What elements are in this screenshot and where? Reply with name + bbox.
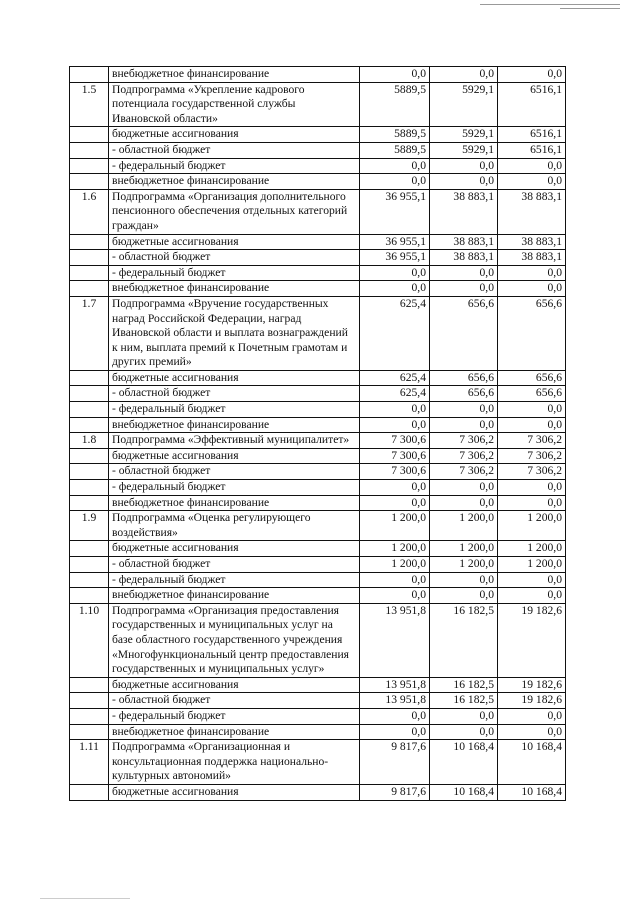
row-description: бюджетные ассигнования [109,448,360,464]
value-column-3: 0,0 [498,281,566,297]
table-row [70,495,566,511]
row-number [70,281,109,297]
value-column-2: 0,0 [430,174,498,190]
row-description: бюджетные ассигнования [109,677,360,693]
row-description: Подпрограмма «Организационная и консультационная поддержка национально-культурных автономий» [109,740,360,785]
row-description: бюджетные ассигнования [109,784,360,800]
value-column-1: 7 300,6 [360,433,430,449]
table-row [70,724,566,740]
value-column-3: 656,6 [498,386,566,402]
value-column-3: 0,0 [498,724,566,740]
value-column-3: 1 200,0 [498,541,566,557]
value-column-2: 16 182,5 [430,603,498,677]
value-column-3: 19 182,6 [498,603,566,677]
value-column-2: 38 883,1 [430,189,498,234]
table-row [70,588,566,604]
value-column-1: 0,0 [360,495,430,511]
row-description: бюджетные ассигнования [109,370,360,386]
row-number [70,174,109,190]
value-column-1: 0,0 [360,724,430,740]
value-column-1: 13 951,8 [360,693,430,709]
value-column-3: 0,0 [498,417,566,433]
value-column-1: 0,0 [360,480,430,496]
table-row [70,433,566,449]
row-description: - федеральный бюджет [109,158,360,174]
value-column-2: 0,0 [430,724,498,740]
value-column-1: 36 955,1 [360,189,430,234]
value-column-2: 0,0 [430,281,498,297]
value-column-3: 38 883,1 [498,189,566,234]
row-description: - областной бюджет [109,386,360,402]
value-column-1: 0,0 [360,265,430,281]
row-description: - областной бюджет [109,464,360,480]
table-row [70,67,566,83]
value-column-1: 0,0 [360,281,430,297]
value-column-3: 0,0 [498,708,566,724]
value-column-1: 625,4 [360,370,430,386]
value-column-3: 0,0 [498,588,566,604]
value-column-2: 656,6 [430,296,498,370]
row-number: 1.7 [70,296,109,370]
row-description: Подпрограмма «Оценка регулирующего воздействия» [109,511,360,541]
value-column-2: 5929,1 [430,127,498,143]
value-column-1: 625,4 [360,386,430,402]
value-column-3: 656,6 [498,296,566,370]
row-description: Подпрограмма «Организация дополнительного пенсионного обеспечения отдельных категорий граждан» [109,189,360,234]
table-row [70,296,566,370]
row-number [70,417,109,433]
table-row [70,557,566,573]
row-description: - федеральный бюджет [109,480,360,496]
table-row [70,82,566,127]
row-number [70,784,109,800]
value-column-3: 10 168,4 [498,740,566,785]
value-column-1: 5889,5 [360,142,430,158]
value-column-1: 9 817,6 [360,784,430,800]
value-column-1: 0,0 [360,572,430,588]
table-row [70,265,566,281]
value-column-3: 656,6 [498,370,566,386]
table-row [70,448,566,464]
table-row [70,708,566,724]
value-column-3: 38 883,1 [498,250,566,266]
value-column-3: 7 306,2 [498,448,566,464]
value-column-2: 1 200,0 [430,557,498,573]
row-description: - федеральный бюджет [109,708,360,724]
row-number [70,127,109,143]
value-column-3: 0,0 [498,265,566,281]
row-description: Подпрограмма «Организация предоставления государственных и муниципальных услуг на базе областного государственного учреждения «Многофункциональный центр предоставления государственных и муниципальных услуг» [109,603,360,677]
row-description: - федеральный бюджет [109,572,360,588]
top-edge-line-short [560,8,620,9]
value-column-3: 0,0 [498,402,566,418]
row-description: внебюджетное финансирование [109,67,360,83]
table-row [70,127,566,143]
value-column-1: 36 955,1 [360,234,430,250]
value-column-2: 38 883,1 [430,234,498,250]
table-row [70,174,566,190]
value-column-1: 7 300,6 [360,448,430,464]
value-column-2: 5929,1 [430,142,498,158]
table-row [70,740,566,785]
value-column-2: 10 168,4 [430,784,498,800]
value-column-2: 0,0 [430,572,498,588]
value-column-3: 0,0 [498,158,566,174]
table-row [70,142,566,158]
table-row [70,281,566,297]
row-number [70,708,109,724]
row-description: - федеральный бюджет [109,402,360,418]
value-column-2: 0,0 [430,67,498,83]
value-column-1: 0,0 [360,417,430,433]
row-number [70,402,109,418]
value-column-3: 1 200,0 [498,557,566,573]
value-column-1: 7 300,6 [360,464,430,480]
row-number [70,677,109,693]
row-number: 1.6 [70,189,109,234]
row-number [70,724,109,740]
value-column-2: 0,0 [430,480,498,496]
value-column-3: 7 306,2 [498,433,566,449]
value-column-2: 0,0 [430,402,498,418]
row-description: - областной бюджет [109,693,360,709]
row-description: внебюджетное финансирование [109,724,360,740]
table-row [70,541,566,557]
row-number: 1.8 [70,433,109,449]
table-row [70,572,566,588]
value-column-3: 6516,1 [498,142,566,158]
table-row [70,189,566,234]
value-column-3: 19 182,6 [498,677,566,693]
row-number: 1.11 [70,740,109,785]
row-description: внебюджетное финансирование [109,417,360,433]
row-number [70,693,109,709]
value-column-2: 0,0 [430,417,498,433]
value-column-2: 0,0 [430,158,498,174]
value-column-1: 1 200,0 [360,541,430,557]
value-column-1: 9 817,6 [360,740,430,785]
row-description: - областной бюджет [109,557,360,573]
row-number [70,142,109,158]
value-column-3: 19 182,6 [498,693,566,709]
table-row [70,250,566,266]
value-column-3: 7 306,2 [498,464,566,480]
value-column-2: 0,0 [430,495,498,511]
table-row [70,603,566,677]
row-number [70,448,109,464]
row-description: внебюджетное финансирование [109,174,360,190]
budget-table-body [70,67,566,801]
value-column-3: 0,0 [498,174,566,190]
value-column-2: 0,0 [430,265,498,281]
value-column-2: 656,6 [430,370,498,386]
value-column-1: 0,0 [360,708,430,724]
row-number: 1.10 [70,603,109,677]
table-row [70,417,566,433]
table-row [70,677,566,693]
table-row [70,693,566,709]
value-column-2: 7 306,2 [430,433,498,449]
value-column-3: 38 883,1 [498,234,566,250]
value-column-2: 656,6 [430,386,498,402]
table-row [70,464,566,480]
row-description: внебюджетное финансирование [109,588,360,604]
value-column-1: 1 200,0 [360,511,430,541]
value-column-1: 5889,5 [360,82,430,127]
value-column-3: 6516,1 [498,82,566,127]
row-description: бюджетные ассигнования [109,127,360,143]
value-column-1: 0,0 [360,174,430,190]
value-column-2: 38 883,1 [430,250,498,266]
table-row [70,784,566,800]
row-number [70,572,109,588]
table-row [70,234,566,250]
row-number [70,158,109,174]
value-column-3: 0,0 [498,495,566,511]
row-number [70,234,109,250]
table-row [70,402,566,418]
row-description: - областной бюджет [109,250,360,266]
row-number [70,464,109,480]
value-column-2: 7 306,2 [430,464,498,480]
value-column-3: 0,0 [498,480,566,496]
row-description: Подпрограмма «Укрепление кадрового потенциала государственной службы Ивановской области» [109,82,360,127]
value-column-1: 13 951,8 [360,677,430,693]
value-column-1: 1 200,0 [360,557,430,573]
value-column-3: 6516,1 [498,127,566,143]
value-column-1: 13 951,8 [360,603,430,677]
value-column-1: 0,0 [360,588,430,604]
table-row [70,480,566,496]
row-number [70,480,109,496]
value-column-3: 10 168,4 [498,784,566,800]
value-column-2: 1 200,0 [430,541,498,557]
value-column-2: 1 200,0 [430,511,498,541]
value-column-2: 0,0 [430,708,498,724]
row-description: - областной бюджет [109,142,360,158]
row-number [70,588,109,604]
row-description: внебюджетное финансирование [109,281,360,297]
value-column-2: 16 182,5 [430,693,498,709]
value-column-3: 1 200,0 [498,511,566,541]
value-column-1: 625,4 [360,296,430,370]
row-number [70,265,109,281]
value-column-1: 0,0 [360,402,430,418]
value-column-1: 36 955,1 [360,250,430,266]
table-row [70,511,566,541]
row-number [70,541,109,557]
row-description: бюджетные ассигнования [109,234,360,250]
row-number: 1.9 [70,511,109,541]
value-column-2: 5929,1 [430,82,498,127]
row-number [70,250,109,266]
row-number: 1.5 [70,82,109,127]
bottom-edge-line [40,898,130,899]
value-column-1: 5889,5 [360,127,430,143]
row-description: Подпрограмма «Вручение государственных наград Российской Федерации, наград Ивановской области и выплата вознаграждений к ним, выплата премий к Почетным грамотам и других премий» [109,296,360,370]
budget-table [69,66,566,801]
value-column-2: 7 306,2 [430,448,498,464]
row-description: Подпрограмма «Эффективный муниципалитет» [109,433,360,449]
row-description: бюджетные ассигнования [109,541,360,557]
value-column-2: 0,0 [430,588,498,604]
value-column-2: 16 182,5 [430,677,498,693]
value-column-3: 0,0 [498,572,566,588]
value-column-2: 10 168,4 [430,740,498,785]
value-column-1: 0,0 [360,158,430,174]
row-description: - федеральный бюджет [109,265,360,281]
row-number [70,386,109,402]
row-number [70,370,109,386]
table-row [70,158,566,174]
row-description: внебюджетное финансирование [109,495,360,511]
table-row [70,386,566,402]
top-edge-line [480,4,620,5]
table-row [70,370,566,386]
row-number [70,557,109,573]
value-column-1: 0,0 [360,67,430,83]
row-number [70,67,109,83]
value-column-3: 0,0 [498,67,566,83]
row-number [70,495,109,511]
